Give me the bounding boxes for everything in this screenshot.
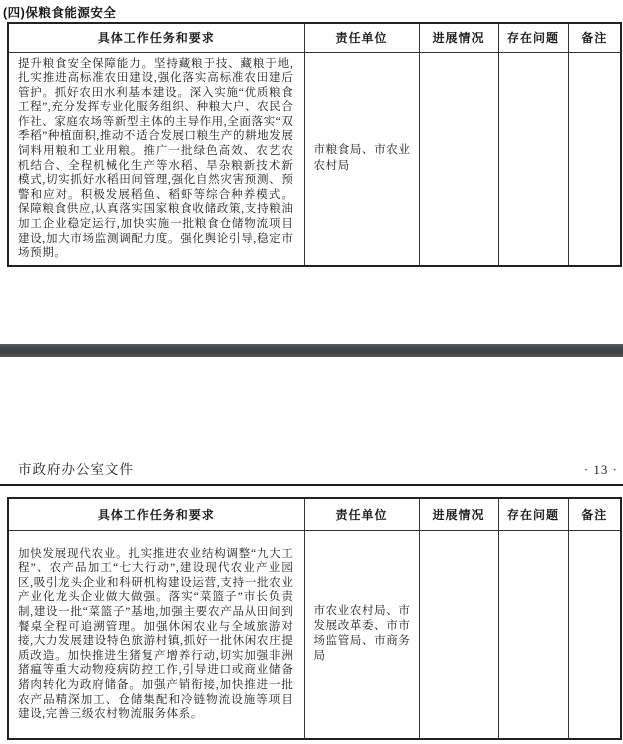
page-header — [0, 458, 623, 486]
progress-cell — [419, 52, 498, 266]
task-table-bottom — [7, 497, 622, 740]
task-cell: 加快发展现代农业。扎实推进农业结构调整“九大工程”、农产品加工“七大行动”,建设现代农业产业园区,吸引龙头企业和科研机构建设运营,支持一批农业产业化龙头企业做大做强。落实“菜篮子”市长负责制,建设一批“菜篮子”基地,加强主要农产品从田间到餐桌全程可追溯管理。加强休闲农业与全域旅游对接,大力发展建设特色旅游村镇,抓好一批休闲农庄提质改造。加快推进生猪复产增养行动,切实加强非洲猪瘟等重大动物疫病防控工作,引导进口或商业储备猪肉转化为政府储备。加强产销衔接,加快推进一批农产品精深加工、仓储集配和冷链物流设施等项目建设,完善三级农村物流服务体系。 — [8, 530, 304, 739]
table-header-row — [8, 23, 621, 52]
column-header-unit: 责任单位 — [304, 498, 419, 530]
page-number: · 13 · — [583, 462, 618, 477]
task-table-top — [7, 22, 622, 267]
page-separator-bar — [0, 344, 623, 357]
column-header-problems: 存在问题 — [498, 23, 568, 52]
remarks-cell — [568, 530, 621, 739]
column-header-unit: 责任单位 — [304, 23, 419, 52]
remarks-cell — [568, 52, 621, 266]
table-header-row — [8, 498, 621, 530]
unit-cell: 市粮食局、市农业农村局 — [304, 52, 419, 266]
column-header-task: 具体工作任务和要求 — [8, 498, 304, 530]
problems-cell — [498, 530, 568, 739]
column-header-progress: 进展情况 — [419, 23, 498, 52]
progress-cell — [419, 530, 498, 739]
column-header-remarks: 备注 — [568, 498, 621, 530]
page-header-title: 市政府办公室文件 — [18, 462, 134, 477]
task-cell: 提升粮食安全保障能力。坚持藏粮于技、藏粮于地,扎实推进高标准农田建设,强化落实高标准农田建后管护。抓好农田水利基本建设。深入实施“优质粮食工程”,充分发挥专业化服务组织、种粮大户、农民合作社、家庭农场等新型主体的主导作用,全面落实“双季稻”种植面积,推动不适合发展口粮生产的耕地发展饲料用粮和工业用粮。推广一批绿色高效、农艺农机结合、全程机械化生产等水稻、旱杂粮新技术新模式,切实抓好水稻田间管理,强化自然灾害预测、预警和应对。积极发展稻鱼、稻虾等综合种养模式。保障粮食供应,认真落实国家粮食收储政策,支持粮油加工企业稳定运行,加快实施一批粮食仓储物流项目建设,加大市场监测调配力度。强化舆论引导,稳定市场预期。 — [8, 52, 304, 266]
table-row — [8, 52, 621, 266]
table-row — [8, 530, 621, 739]
column-header-task: 具体工作任务和要求 — [8, 23, 304, 52]
column-header-progress: 进展情况 — [419, 498, 498, 530]
unit-cell: 市农业农村局、市发展改革委、市市场监管局、市商务局 — [304, 530, 419, 739]
column-header-remarks: 备注 — [568, 23, 621, 52]
section-heading: (四)保粮食能源安全 — [3, 6, 117, 20]
problems-cell — [498, 52, 568, 266]
column-header-problems: 存在问题 — [498, 498, 568, 530]
